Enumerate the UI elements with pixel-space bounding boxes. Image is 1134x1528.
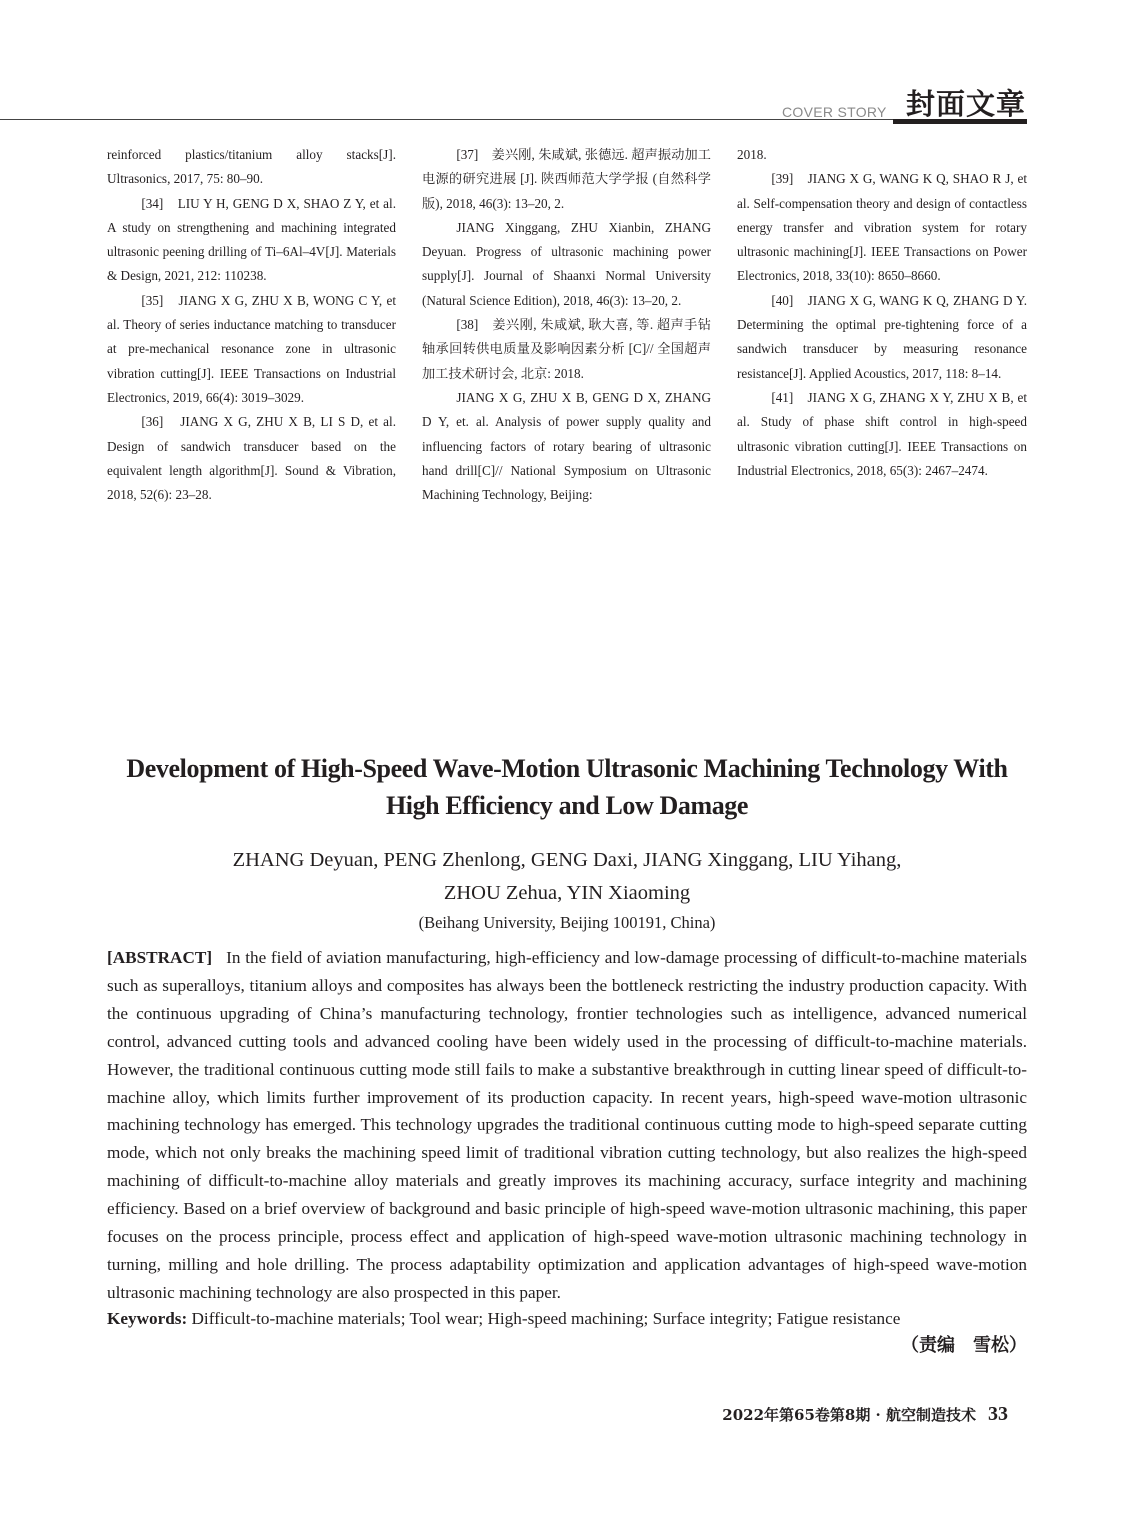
- references-column-2: [422, 143, 711, 507]
- page-footer: [722, 1403, 1008, 1426]
- title-line: High Efficiency and Low Damage: [385, 791, 749, 820]
- references-column-1: [107, 143, 396, 507]
- references-column-3: [737, 143, 1027, 483]
- authors: [80, 844, 1054, 910]
- reference-entry: JIANG X G, ZHU X B, GENG D X, ZHANG D Y, et. al. Analysis of power supply quality and influencing factors of rotary bearing of ultrasonic hand drill[C]// National Symposium on Ultrasonic Machining Technology, Beijing:: [422, 389, 711, 503]
- authors-line: ZHANG Deyuan, PENG Zhenlong, GENG Daxi, JIANG Xinggang, LIU Yihang,: [232, 849, 902, 871]
- reference-entry: reinforced plastics/titanium alloy stacks[J]. Ultrasonics, 2017, 75: 80–90.: [107, 147, 396, 187]
- keywords: [107, 1307, 1027, 1331]
- reference-entry: [41] JIANG X G, ZHANG X Y, ZHU X B, et al. Study of phase shift control in high-speed ultrasonic vibration cutting[J]. IEEE Transactions on Industrial Electronics, 2018, 65(3): 2467–2474.: [737, 389, 1027, 478]
- editor-note: （责编 雪松）: [901, 1334, 1027, 1356]
- title-line: Development of High-Speed Wave-Motion Ultrasonic Machining Technology With: [126, 754, 1008, 783]
- reference-entry: [37] 姜兴刚, 朱咸斌, 张德远. 超声振动加工电源的研究进展 [J]. 陕西师范大学学报 (自然科学版), 2018, 46(3): 13–20, 2.: [422, 147, 711, 211]
- reference-entry: [35] JIANG X G, ZHU X B, WONG C Y, et al. Theory of series inductance matching to transducer at pre-mechanical resonance zone in ultrasonic vibration cutting[J]. IEEE Transactions on Industrial Electronics, 2019, 66(4): 3019–3029.: [107, 292, 396, 405]
- reference-entry: JIANG Xinggang, ZHU Xianbin, ZHANG Deyuan. Progress of ultrasonic machining power supply[J]. Journal of Shaanxi Normal University (Natural Science Edition), 2018, 46(3): 13–20, 2.: [422, 219, 711, 308]
- article-title: [80, 750, 1054, 824]
- keywords-label: Keywords:: [107, 1308, 188, 1328]
- reference-entry: 2018.: [737, 147, 767, 162]
- reference-entry: [40] JIANG X G, WANG K Q, ZHANG D Y. Determining the optimal pre-tightening force of a sandwich transducer by measuring resonance resistance[J]. Applied Acoustics, 2017, 118: 8–14.: [737, 292, 1027, 381]
- reference-entry: [39] JIANG X G, WANG K Q, SHAO R J, et al. Self-compensation theory and design of contactless energy transfer and vibration system for rotary ultrasonic machining[J]. IEEE Transactions on Power Electronics, 2018, 33(10): 8650–8660.: [737, 171, 1027, 284]
- reference-entry: [38] 姜兴刚, 朱咸斌, 耿大喜, 等. 超声手钻轴承回转供电质量及影响因素分析 [C]// 全国超声加工技术研讨会, 北京: 2018.: [422, 317, 711, 381]
- affiliation: (Beihang University, Beijing 100191, China): [418, 913, 716, 932]
- journal-footer: 2022年第65卷第8期 · 航空制造技术: [722, 1406, 976, 1424]
- reference-entry: [34] LIU Y H, GENG D X, SHAO Z Y, et al. A study on strengthening and machining integrated ultrasonic peening drilling of Ti–6Al–4V[J]. Materials & Design, 2021, 212: 110238.: [107, 195, 396, 284]
- abstract-label: [ABSTRACT]: [107, 948, 213, 967]
- authors-line: ZHOU Zehua, YIN Xiaoming: [443, 882, 691, 904]
- section-label-cn: 封面文章: [906, 87, 1027, 121]
- section-label-en: COVER STORY: [782, 104, 887, 120]
- abstract: [107, 944, 1027, 1307]
- page-number: 33: [988, 1403, 1008, 1425]
- abstract-text: In the field of aviation manufacturing, high-efficiency and low-damage processing of difficult-to-machine materials such as superalloys, titanium alloys and composites has always been the bottleneck restricting the industry production capacity. With the continuous upgrading of China’s manufacturing technology, frontier technologies such as intelligence, advanced numerical control, advanced cutting tools and advanced cooling have been widely used in the processing of difficult-to-machine materials. However, the traditional continuous cutting mode still fails to make a substantive breakthrough in cutting linear speed of difficult-to-machine alloy, which limits further improvement of its production capacity. In recent years, high-speed wave-motion ultrasonic machining technology has emerged. This technology upgrades the traditional continuous cutting mode to high-speed separate cutting mode, which not only breaks the machining speed limit of traditional vibration cutting technology, but also realizes the high-speed machining of difficult-to-machine alloy materials and greatly improves its machining accuracy, surface integrity and machining efficiency. Based on a brief overview of background and basic principle of high-speed wave-motion ultrasonic machining, this paper focuses on the process principle, process effect and application of high-speed wave-motion ultrasonic machining technology in turning, milling and hole drilling. The process adaptability optimization and application advantages of high-speed wave-motion ultrasonic machining technology are also prospected in this paper.: [107, 948, 1027, 1302]
- header-rule: [0, 119, 893, 120]
- reference-entry: [36] JIANG X G, ZHU X B, LI S D, et al. Design of sandwich transducer based on the equivalent length algorithm[J]. Sound & Vibration, 2018, 52(6): 23–28.: [107, 414, 396, 503]
- keywords-text: Difficult-to-machine materials; Tool wear; High-speed machining; Surface integrity; Fatigue resistance: [191, 1308, 901, 1328]
- article-block: [80, 750, 1054, 1359]
